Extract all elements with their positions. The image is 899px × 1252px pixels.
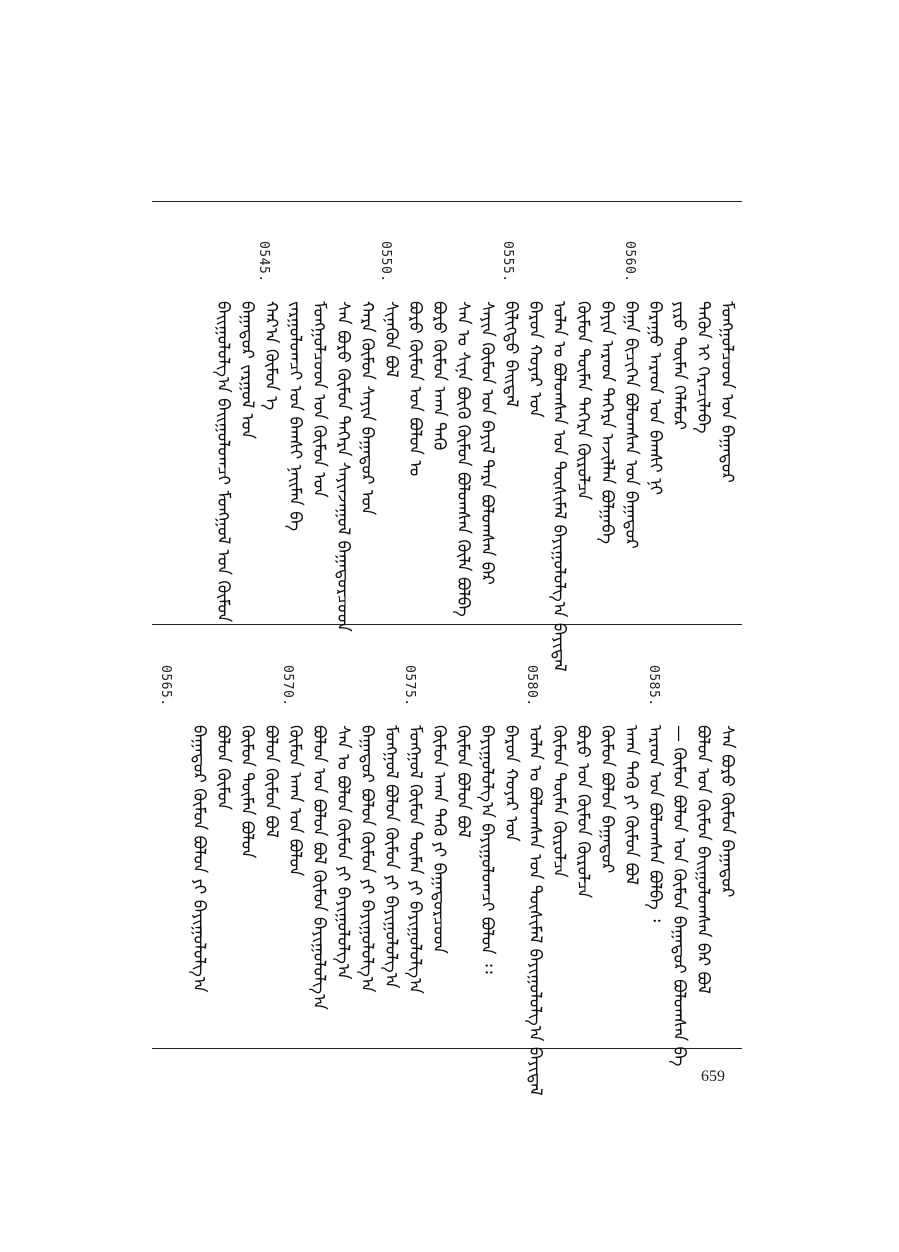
text-line: ᠰᠢᠨᠡᠭᠦᠨ ᠪᠣᠯ	[381, 301, 401, 378]
text-line: ᠬᠦᠮᠦᠨ ᠲᠦᠮᠡᠨ ᠳᠡᠭᠡᠷᠡ ᠬᠦᠷᠦᠯᠴᠡ	[573, 301, 593, 501]
text-line: — ᠬᠦᠮᠦᠨ ᠪᠣᠯᠤᠨ ᠤᠨ ᠬᠦᠮᠦᠨ ᠪᠠᠭᠠᠲᠤᠷ ᠪᠣᠯᠤᠭᠰᠠᠨ ᠪᠠ	[669, 725, 689, 1067]
text-line: ᠪᠠᠷᠤᠨ ᠬᠣᠶᠠᠷ ᠤᠨ	[501, 725, 521, 842]
text-line: ᠰᠠᠨ ᠤ ᠰᠢᠨᠡ ᠪᠦᠬᠦ ᠬᠦᠮᠦᠨ ᠪᠣᠯᠤᠭᠰᠠᠨ ᠬᠦᠯᠠ ᠪᠣᠯᠪᠠ	[453, 301, 473, 617]
text-line: ᠪᠠᠭᠠ ᠪᠢᠴᠢᠭᠡᠨ ᠪᠣᠯᠤᠭᠰᠠᠨ ᠤᠨ ᠪᠠᠭᠠᠲᠤᠷ	[621, 301, 641, 549]
text-line: ᠬᠦᠮᠦᠨ ᠠᠬᠠ ᠳᠡᠭᠦ ᠶᠢ ᠪᠠᠭᠠᠲᠤᠷᠴᠤᠳ	[429, 725, 449, 954]
text-line: ᠪᠣᠯᠤᠨ ᠤᠨ ᠪᠣᠯᠤᠨ ᠪᠣᠯ ᠬᠦᠮᠦᠨ ᠪᠠᠶᠢᠭᠤᠯᠤᠯᠭ᠎ᠠ	[309, 725, 329, 1010]
text-line: ᠪᠠᠶᠢᠨ ᠠᠷᠠᠳ ᠲᠡᠭᠡᠷᠡ ᠠᠵᠢᠯᠯᠠᠨ ᠪᠣᠯᠭᠠᠪᠠ	[597, 301, 617, 544]
text-line: ᠣᠯᠠᠨ ᠤ ᠪᠣᠯᠤᠭᠰᠠᠨ ᠤᠨ ᠲᠦᠰᠢᠮᠡᠯ ᠪᠠᠶᠢᠭᠤᠯᠤᠯᠭ᠎ᠠ ᠪᠠᠶᠢᠳᠠᠯ	[525, 725, 545, 1096]
page-number: 659	[701, 1068, 725, 1085]
verse-number: 0545.	[256, 241, 271, 283]
text-line: ᠪᠢᠯᠢᠭᠲᠦ ᠪᠠᠢᠳᠠᠯ	[501, 301, 521, 408]
top-rule	[152, 201, 742, 202]
text-line: ᠮᠣᠩᠭᠣᠯᠴᠤᠳ ᠤᠨ ᠪᠠᠭᠠᠲᠤᠷ	[717, 301, 737, 483]
verse-number: 0575.	[402, 665, 417, 707]
text-line: ᠲᠡᠭᠦᠨ ᠢ ᠭᠡᠷᠡᠴᠢᠯᠡᠪᠡ	[693, 301, 713, 434]
verse-number: 0565.	[158, 665, 173, 707]
text-line: ᠰᠠᠨ ᠪᠣᠷᠤ ᠬᠦᠮᠦᠨ ᠪᠠᠭᠠᠲᠤᠷ	[717, 725, 737, 898]
text-line: ᠣᠯᠠᠨ ᠤ ᠪᠣᠯᠤᠭᠰᠠᠨ ᠤᠨ ᠲᠦᠰᠢᠮᠡᠯ ᠪᠠᠶᠢᠭᠤᠯᠤᠯᠭ᠎ᠠ ᠪᠠᠶᠢᠳᠠᠯ	[549, 301, 569, 672]
text-line: ᠮᠣᠩᠭᠣᠯ ᠬᠦᠮᠦᠨ ᠲᠦᠮᠡᠨ ᠶᠢ ᠪᠠᠶᠢᠭᠤᠯᠤᠯᠭ᠎ᠠ	[405, 725, 425, 994]
text-line: ᠰᠠᠶᠢᠨ ᠬᠦᠮᠦᠨ ᠤᠨ ᠪᠠᠶᠢᠯ ᠲᠡᠷᠡ ᠪᠣᠯᠤᠭᠰᠠᠨ ᠪᠠᠷ	[477, 301, 497, 585]
text-line: ᠶᠢᠷᠦ ᠲᠦᠮᠡᠨ ᠬᠡᠯᠡᠮᠦᠷ	[669, 301, 689, 430]
text-line: ᠮᠣᠩᠭᠣᠯᠴᠤᠳ ᠤᠨ ᠬᠦᠮᠦᠨ ᠤᠨ	[309, 301, 329, 498]
verse-number: 0550.	[378, 241, 393, 283]
text-line: ᠪᠠᠭᠠᠲᠤᠷ ᠵᠠᠷᠭᠤᠯ ᠤᠨ	[237, 301, 257, 440]
text-line: ᠵᠠᠷᠭᠤᠯᠤᠭᠴᠢ ᠤᠨ ᠪᠠᠭᠰᠢ ᠨᠠᠢᠮᠠᠨ ᠪᠠ	[285, 301, 305, 532]
verse-number: 0555.	[500, 241, 515, 283]
text-line: ᠪᠠᠭᠠᠲᠤᠷ ᠬᠦᠮᠦᠨ ᠪᠣᠯᠤᠨ ᠶᠢ ᠪᠠᠶᠢᠭᠤᠯᠤᠯᠭ᠎ᠠ	[189, 725, 209, 993]
verse-number: 0585.	[646, 665, 661, 707]
text-line: ᠰᠠᠨ ᠪᠣᠷᠤ ᠬᠦᠮᠦᠨ ᠲᠡᠭᠡᠷᠡ ᠰᠠᠶᠢᠨᠵᠠᠭᠤᠯ ᠪᠠᠭᠠᠲᠤᠷᠴᠤᠳ	[333, 301, 353, 632]
text-line: ᠬᠦᠮᠦᠨ ᠠᠬᠠ ᠤᠨ ᠪᠣᠯᠤᠨ	[285, 725, 305, 877]
text-line: ᠬᠦᠮᠦᠨ ᠲᠦᠮᠡᠨ ᠬᠦᠷᠦᠯᠴᠡ	[549, 725, 569, 878]
text-line: ᠮᠣᠩᠭᠣᠯ ᠪᠣᠯᠤᠨ ᠬᠦᠮᠦᠨ ᠶᠢ ᠪᠠᠶᠢᠭᠤᠯᠤᠯᠭ᠎ᠠ	[381, 725, 401, 989]
text-line: ᠪᠣᠯᠤᠨ ᠤᠨ ᠬᠦᠮᠦᠨ ᠪᠠᠢᠭᠤᠯᠤᠭᠰᠠᠨ ᠪᠠᠷ ᠪᠣᠯ	[693, 725, 713, 994]
text-line: ᠬᠠᠷᠠ ᠬᠦᠮᠦᠨ ᠰᠠᠶᠢᠨ ᠪᠠᠭᠠᠲᠤᠷ ᠤᠨ	[357, 301, 377, 516]
text-line: ᠬᠠᠷ᠎ᠠ ᠬᠦᠮᠦᠨ ᠡ	[261, 301, 281, 411]
text-line: ᠪᠠᠭᠠᠲᠤᠷ ᠪᠣᠯᠤᠨ ᠬᠦᠮᠦᠨ ᠶᠢ ᠪᠠᠶᠢᠭᠤᠯᠤᠯᠭ᠎ᠠ	[357, 725, 377, 993]
verse-number: 0580.	[524, 665, 539, 707]
text-line: ᠰᠠᠨ ᠤ ᠪᠣᠯᠤᠨ ᠬᠦᠮᠦᠨ ᠶᠢ ᠪᠠᠶᠢᠭᠤᠯᠤᠯᠭ᠎ᠠ	[333, 725, 353, 980]
text-line: ᠬᠦᠮᠦᠨ ᠲᠦᠮᠡᠨ ᠪᠣᠯᠤᠨ	[237, 725, 257, 859]
text-line: ᠪᠠᠶᠢᠭᠤᠯᠤᠯᠭ᠎ᠠ ᠪᠠᠶᠢᠭᠤᠯᠤᠭᠴᠢ ᠪᠣᠯᠤᠨ ᠄᠄	[477, 725, 497, 974]
middle-rule	[152, 624, 742, 625]
text-line: ᠪᠣᠷᠤ ᠬᠦᠮᠦᠨ ᠠᠬᠠ ᠳᠡᠭᠦ	[429, 301, 449, 451]
bottom-rule	[152, 1048, 742, 1049]
text-line: ᠪᠠᠷᠤᠨ ᠬᠣᠶᠠᠷ ᠤᠨ	[525, 301, 545, 418]
text-line: ᠬᠦᠮᠦᠨ ᠪᠣᠯᠤᠨ ᠪᠣᠯ	[453, 725, 473, 838]
text-line: ᠪᠣᠷᠤ ᠤᠨ ᠬᠦᠮᠦᠨ ᠬᠦᠷᠦᠯᠴᠡ	[573, 725, 593, 899]
text-line: ᠠᠷᠠᠳ ᠤᠨ ᠪᠣᠯᠤᠭᠰᠠᠨ ᠪᠣᠯᠪᠠ ᠄	[645, 725, 665, 923]
text-line: ᠬᠦᠮᠦᠨ ᠪᠣᠯᠤᠨ ᠪᠠᠭᠠᠲᠤᠷ	[597, 725, 617, 874]
text-line: ᠪᠣᠯᠤᠨ ᠬᠦᠮᠦᠨ ᠪᠣᠯ	[261, 725, 281, 838]
text-line: ᠪᠣᠯᠤᠨ ᠬᠦᠮᠦᠨ	[213, 725, 233, 810]
verse-number: 0570.	[280, 665, 295, 707]
verse-number: 0560.	[622, 241, 637, 283]
text-line: ᠪᠠᠢᠭᠤᠯᠤᠯᠭ᠎ᠠ ᠪᠠᠢᠭᠤᠯᠤᠭᠴᠢ ᠮᠣᠩᠭᠣᠯ ᠤᠨ ᠬᠦᠮᠦᠨ	[213, 301, 233, 623]
text-line: ᠪᠠᠷᠠᠭᠤ ᠠᠷᠠᠳ ᠤᠨ ᠪᠠᠭᠰᠢ ᠨᠢ	[645, 301, 665, 495]
text-line: ᠪᠣᠷᠤ ᠬᠦᠮᠦᠨ ᠤᠨ ᠪᠣᠯᠤᠨ ᠤ	[405, 301, 425, 477]
text-line: ᠠᠬᠠ ᠳᠡᠭᠦ ᠶᠢ ᠬᠦᠮᠦᠨ ᠪᠣᠯ	[621, 725, 641, 885]
